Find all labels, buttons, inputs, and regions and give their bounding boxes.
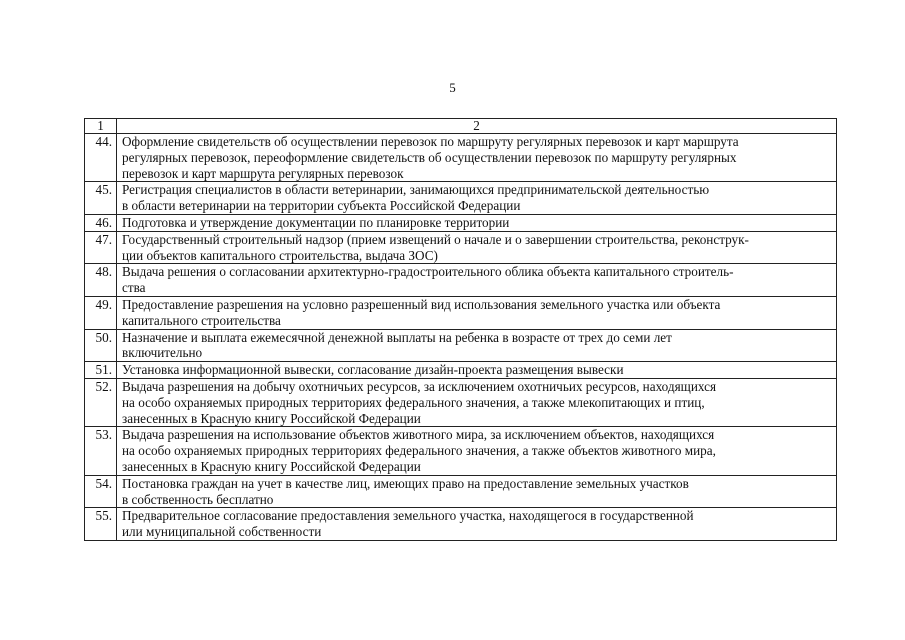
description-line: регулярных перевозок, переоформление свидетельств об осуществлении перевозок по маршруту регулярных bbox=[122, 149, 737, 165]
row-number: 53. bbox=[85, 427, 117, 475]
description-line: на особо охраняемых природных территориях федерального значения, а также объектов животного мира, bbox=[122, 443, 716, 459]
table-row bbox=[85, 329, 837, 362]
description-line: или муниципальной собственности bbox=[122, 524, 322, 540]
description-line: капитального строительства bbox=[122, 312, 281, 328]
table-row bbox=[85, 182, 837, 215]
row-description bbox=[117, 264, 837, 297]
description-line: включительно bbox=[122, 345, 203, 361]
description-line: перевозок и карт маршрута регулярных перевозок bbox=[122, 165, 404, 181]
table-row bbox=[85, 475, 837, 508]
row-description bbox=[117, 427, 837, 475]
table-body bbox=[85, 119, 837, 541]
services-table bbox=[84, 118, 837, 541]
row-description bbox=[117, 362, 837, 379]
description-line: занесенных в Красную книгу Российской Федерации bbox=[122, 458, 421, 474]
table-row bbox=[85, 508, 837, 541]
description-line: в собственность бесплатно bbox=[122, 491, 274, 507]
row-description bbox=[117, 329, 837, 362]
description-line: Предварительное согласование предоставления земельного участка, находящегося в государственной bbox=[122, 508, 694, 524]
row-description bbox=[117, 296, 837, 329]
table-header-row bbox=[85, 119, 837, 134]
row-number: 50. bbox=[85, 329, 117, 362]
table-row bbox=[85, 231, 837, 264]
description-line: в области ветеринарии на территории субъекта Российской Федерации bbox=[122, 198, 521, 214]
description-line: Оформление свидетельств об осуществлении перевозок по маршруту регулярных перевозок и карт маршрута bbox=[122, 134, 739, 149]
page-number: 5 bbox=[449, 80, 456, 95]
header-col-description: 2 bbox=[117, 119, 837, 134]
row-description bbox=[117, 508, 837, 541]
description-line: ства bbox=[122, 280, 146, 296]
description-line: занесенных в Красную книгу Российской Федерации bbox=[122, 410, 421, 426]
row-description bbox=[117, 378, 837, 426]
row-description bbox=[117, 182, 837, 215]
row-number: 44. bbox=[85, 134, 117, 182]
table-row bbox=[85, 264, 837, 297]
description-line: Предоставление разрешения на условно разрешенный вид использования земельного участка или объекта bbox=[122, 296, 721, 312]
row-description bbox=[117, 134, 837, 182]
row-number: 51. bbox=[85, 362, 117, 379]
table-row bbox=[85, 378, 837, 426]
table-row bbox=[85, 362, 837, 379]
description-line: ции объектов капитального строительства, выдача ЗОС) bbox=[122, 247, 438, 263]
table-row bbox=[85, 214, 837, 231]
description-line: Назначение и выплата ежемесячной денежной выплаты на ребенка в возрасте от трех до семи лет bbox=[122, 329, 672, 345]
table-row bbox=[85, 427, 837, 475]
description-line: Выдача решения о согласовании архитектурно-градостроительного облика объекта капитального строитель- bbox=[122, 264, 734, 280]
description-line: Государственный строительный надзор (прием извещений о начале и о завершении строительства, реконструк- bbox=[122, 231, 749, 247]
description-line: на особо охраняемых природных территориях федерального значения, а также млекопитающих и птиц, bbox=[122, 394, 705, 410]
row-description bbox=[117, 231, 837, 264]
row-number: 46. bbox=[85, 214, 117, 231]
row-number: 55. bbox=[85, 508, 117, 541]
description-line: Установка информационной вывески, согласование дизайн-проекта размещения вывески bbox=[122, 362, 624, 378]
row-number: 48. bbox=[85, 264, 117, 297]
row-number: 54. bbox=[85, 475, 117, 508]
row-description bbox=[117, 475, 837, 508]
row-number: 49. bbox=[85, 296, 117, 329]
row-number: 47. bbox=[85, 231, 117, 264]
description-line: Регистрация специалистов в области ветеринарии, занимающихся предпринимательской деятельностью bbox=[122, 182, 710, 198]
header-col-number: 1 bbox=[85, 119, 117, 134]
row-number: 45. bbox=[85, 182, 117, 215]
description-line: Постановка граждан на учет в качестве лиц, имеющих право на предоставление земельных участков bbox=[122, 475, 689, 491]
row-number: 52. bbox=[85, 378, 117, 426]
table-row bbox=[85, 134, 837, 182]
description-line: Подготовка и утверждение документации по планировке территории bbox=[122, 214, 510, 230]
description-line: Выдача разрешения на добычу охотничьих ресурсов, за исключением охотничьих ресурсов, находящихся bbox=[122, 378, 717, 394]
description-line: Выдача разрешения на использование объектов животного мира, за исключением объектов, находящихся bbox=[122, 427, 715, 443]
table-row bbox=[85, 296, 837, 329]
row-description bbox=[117, 214, 837, 231]
